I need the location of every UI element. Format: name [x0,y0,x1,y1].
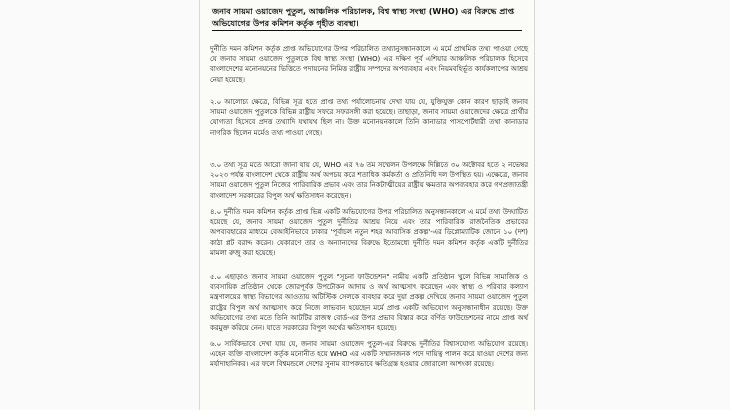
left-background [0,0,200,410]
paragraph-5: ৫.০ এছাড়াও জনাব সায়মা ওয়াজেদ পুতুল "সূচনা ফাউন্ডেশন" নামীয় একটি প্রতিষ্ঠান খুলে বিভিন্ন সামাজিক ও ব্যবসায়িক প্রতিষ্ঠান থেকে জোরপূর্বক উপঢৌকন আদায় ও অর্থ আত্মসাৎ করেছেন এবং স্বাস্থ্য ও পরিবার কল্যাণ মন্ত্রণালয়ের স্বাস্থ্য বিভাগের আওতায় অটিস্টিক সেলকে ব্যবহার করে দুয়া প্রকল্প দেখিয়ে জনাব সায়মা ওয়াজেদ পুতুল রাষ্ট্রের বিপুল অর্থ আত্মসাৎ করে নিজে লাভবান হয়েছেন মর্মে প্রাপ্ত একটি অভিযোগ অনুসন্ধানাধীন রয়েছে। উক্ত অভিযোগের তথ্য মতে তিনি আটটির রাজস্ব বোর্ড-এর উপর প্রভাব বিস্তার করে বর্ণিত ফাউন্ডেশনের নামে প্রাপ্ত অর্থ করমুক্ত করিয়ে নেন। যাতে সরকারের বিপুল অর্থের ক্ষতিসাধন হয়েছে। [210,273,528,333]
document-title: জনাব সায়মা ওয়াজেদ পুতুল, আঞ্চলিক পরিচালক, বিশ্ব স্বাস্থ্য সংস্থা (WHO) এর বিরুদ্ধে প্রাপ্ত অভিযোগের উপর কমিশন কর্তৃক গৃহীত ব্যবস্থা। [212,6,522,31]
paragraph-1: দুর্নীতি দমন কমিশন কর্তৃক প্রাপ্ত অভিযোগের উপর পরিচালিত তথ্যানুসন্ধানকালে এ মর্মে প্রাথমিক তথ্য পাওয়া গেছে যে জনাব সায়মা ওয়াজেদ পুতুলকে বিশ্ব স্বাস্থ্য সংস্থা (WHO) এর দক্ষিণ পূর্ব এশিয়ার আঞ্চলিক পরিচালক হিসেবে বাংলাদেশের মনোনয়নের ভিত্তিতে পদায়নের নিমিত্ত রাষ্ট্রীয় সম্পদের অপব্যবহার এবং নিয়মবহির্ভূত কার্যকলাপের আশ্রয় নেয়া হয়েছে। [210,45,528,84]
paragraph-2: ২.০ আলোচ্য ক্ষেত্রে, বিভিন্ন সূত্র হতে প্রাপ্ত তথ্য পর্যালোচনায় দেখা যায় যে, যুক্তিযুক্ত কোন কারণ ছাড়াই জনাব সায়মা ওয়াজেদ পুতুলকে বিভিন্ন রাষ্ট্রীয় সফরে সফরসঙ্গী করা হয়েছে। তাছাড়া, জনাব সায়মা ওয়াজেদের ক্ষেত্রে প্রার্থীর যোগ্যতা হিসেবে প্রদত্ত তথ্যাদি যথাযথ ছিল না। উক্ত মনোনয়নকালে তিনি কানাডার পাসপোর্টধারী তথা কানাডার নাগরিক ছিলেন মর্মেও তথ্য পাওয়া গেছে। [210,98,528,137]
right-background [534,0,730,410]
paragraph-3: ৩.০ তথ্য সূত্র মতে আরো জানা যায় যে, WHO এর ৭৬ তম সম্মেলন উপলক্ষে দিল্লিতে ৩০ অক্টোবর হতে ২ নভেম্বর ২০২৩ পর্যন্ত বাংলাদেশ থেকে রাষ্ট্রীয় অর্থ অপচয় করে শতাধিক কর্মকর্তা ও প্রতিনিধি দল উপস্থিত হয়। এক্ষেত্রে, জনাব সায়মা ওয়াজেদ পুতুল নিজের পারিবারিক প্রভাব এবং তার নিকটাত্মীয়ের রাষ্ট্রীয় ক্ষমতার অপব্যবহার করে গণপ্রজাতন্ত্রী বাংলাদেশ সরকারের বিপুল অর্থ ক্ষতিসাধন করেছেন। [210,161,528,200]
document-page [200,0,534,410]
paragraph-4: ৪.০ দুর্নীতি দমন কমিশন কর্তৃক প্রাপ্ত ভিন্ন একটি অভিযোগের উপর পরিচালিত অনুসন্ধানকালে এ মর্মে তথ্য উদ্ঘাটিত হয়েছে যে, জনাব সায়মা ওয়াজেদ পুতুল দুর্নীতির আশ্রয় নিয়ে এবং তার পারিবারিক রাজনৈতিক প্রভাবের অপব্যবহারের মাধ্যমে বেআইনিভাবে ঢাকার 'পূর্বাচল নতুন শহর আবাসিক প্রকল্প'-এর ডিপ্লোম্যাটিক জোনে ১০ (দশ) কাঠা প্লট বরাদ্দ করেন। যেকারণে তার ও অন্যান্যদের বিরুদ্ধে ইতোমধ্যে দুর্নীতি দমন কমিশন কর্তৃক একটি দুর্নীতির মামলা রুজু করা হয়েছে। [210,208,528,257]
paragraph-6: ৬.০ সার্বিকভাবে দেখা যায় যে, জনাব সায়মা ওয়াজেদ পুতুল-এর বিরুদ্ধে দুর্নীতির বিশ্বাসযোগ্য অভিযোগ রয়েছে। এহেন ব্যক্তি বাংলাদেশ কর্তৃক মনোনীত হয়ে WHO এর একটি সম্মানজনক পদে দায়িত্ব পালন করে যাওয়া দেশের জন্য মর্যাদাহানিকর। এর ফলে বিশ্বমন্ডলে দেশের সুনাম ব্যাপকভাবে ক্ষতিগ্রস্ত হওয়ার জোরালো আশংকা রয়েছে। [210,340,528,369]
